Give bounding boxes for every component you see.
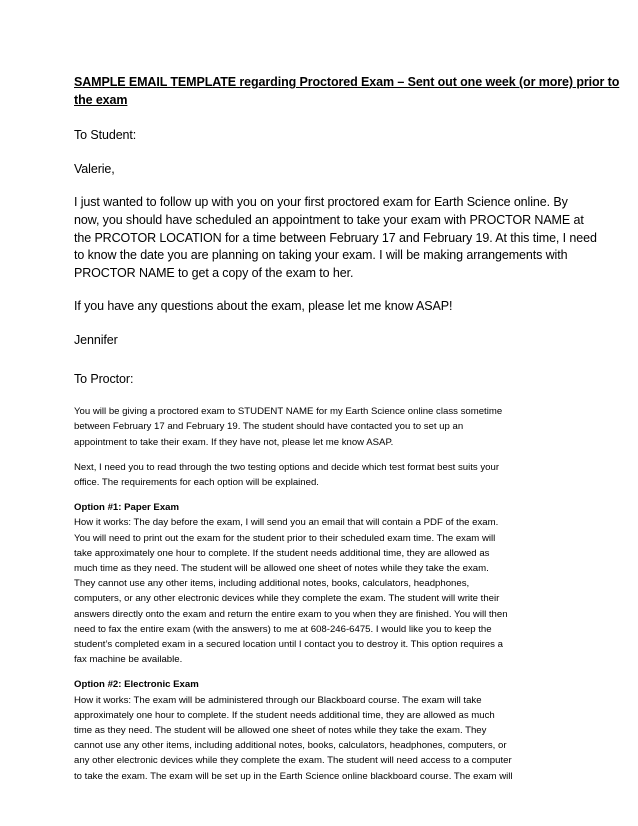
proctor-paragraph-1 [74,404,568,450]
signature: Jennifer [74,332,118,347]
document-heading [74,74,620,109]
paragraph-line: now, you should have scheduled an appointment to take your exam with PROCTOR NAME at [74,212,584,227]
option-line: They cannot use any other items, including additional notes, books, calculators, headphones, [74,578,470,590]
proctor-paragraph-2 [74,460,568,490]
option-2-title: Option #2: Electronic Exam [74,679,199,691]
option-1-title: Option #1: Paper Exam [74,502,180,514]
paragraph-line: Next, I need you to read through the two testing options and decide which test format best suits your [74,461,500,473]
paragraph-line: the PRCOTOR LOCATION for a time between February 17 and February 19. At this time, I need [74,230,597,245]
option-line: need to fax the entire exam (with the answers) to me at 608-246-6475. I would like you to keep the [74,623,492,635]
option-line: How it works: The exam will be administered through our Blackboard course. The exam will take [74,694,482,706]
student-paragraph [74,194,597,282]
paragraph-line: office. The requirements for each option will be explained. [74,476,319,488]
paragraph-line: You will be giving a proctored exam to STUDENT NAME for my Earth Science online class sometime [74,406,503,418]
section-spacer [74,350,568,371]
option-line: cannot use any other items, including additional notes, books, calculators, headphones, computers, or [74,740,507,752]
paragraph-line: I just wanted to follow up with you on your first proctored exam for Earth Science online. By [74,195,568,210]
questions-line: If you have any questions about the exam, please let me know ASAP! [74,299,453,314]
greeting: Valerie, [74,161,115,176]
paragraph-line: appointment to take their exam. If they have not, please let me know ASAP. [74,436,394,448]
option-1-section [74,500,568,667]
option-line: any other electronic devices while they complete the exam. The student will need access to a computer [74,755,512,767]
option-line: much time as they need. The student will be allowed one sheet of notes while they take the exam. [74,562,489,574]
paragraph-line: between February 17 and February 19. The student should have contacted you to set up an [74,421,464,433]
option-line: fax machine be available. [74,654,183,666]
option-line: to take the exam. The exam will be set up in the Earth Science online blackboard course. The exam will [74,770,513,782]
option-line: time as they need. The student will be allowed one sheet of notes while they take the exam. They [74,724,487,736]
paragraph-line: PROCTOR NAME to get a copy of the exam to her. [74,265,354,280]
document-content [74,74,620,784]
option-line: take approximately one hour to complete. If the student needs additional time, they are allowed as [74,547,490,559]
to-proctor-label: To Proctor: [74,371,134,386]
option-line: computers, or any other electronic devices while they complete the exam. The student will write their [74,593,500,605]
to-student-label: To Student: [74,128,137,143]
paragraph-line: to know the date you are planning on taking your exam. I will be making arrangements with [74,248,568,263]
option-line: How it works: The day before the exam, I will send you an email that will contain a PDF of the exam. [74,517,499,529]
heading-line: the exam [74,92,128,107]
option-line: answers directly onto the exam and return the entire exam to you when they are finished. You will then [74,608,508,620]
heading-line: SAMPLE EMAIL TEMPLATE regarding Proctored Exam – Sent out one week (or more) prior to [74,75,620,89]
option-line: You will need to print out the exam for the student prior to their scheduled exam time. The exam will [74,532,496,544]
option-line: student’s completed exam in a secured location until I contact you to destroy it. This option requires a [74,638,503,650]
option-2-section [74,677,568,783]
option-line: approximately one hour to complete. If the student needs additional time, they are allowed as much [74,709,495,721]
